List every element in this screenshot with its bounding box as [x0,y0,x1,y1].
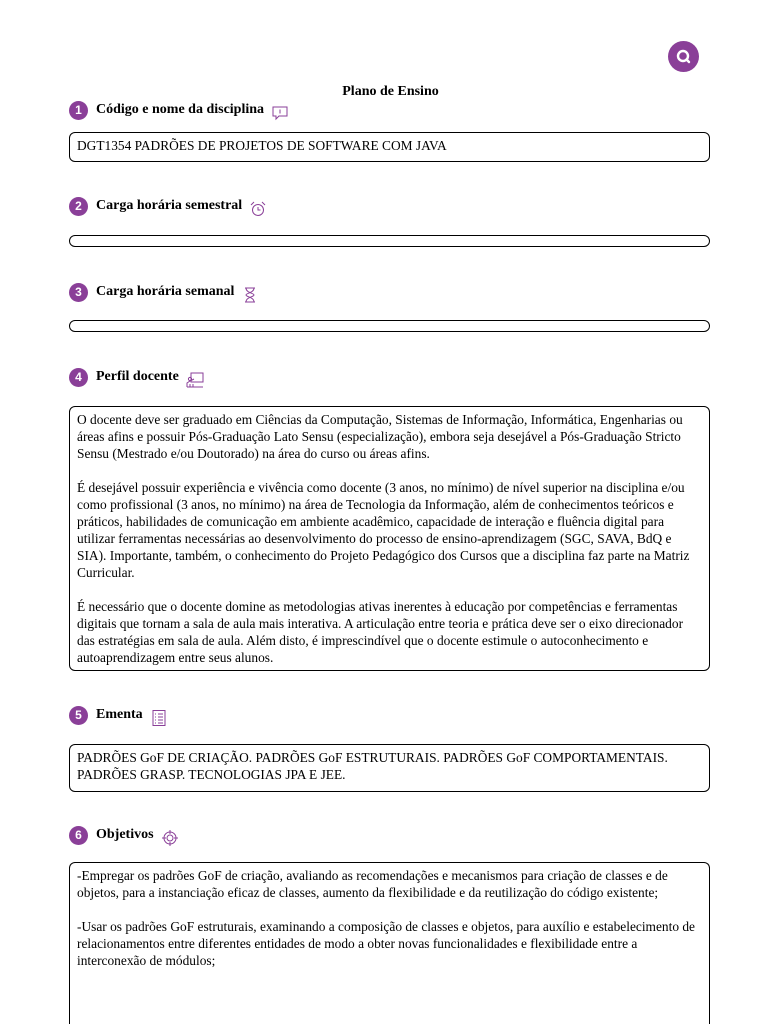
section-title: Ementa [96,707,143,722]
comment-icon [271,104,289,122]
section-title: Objetivos [96,827,154,842]
section-number: 5 [69,706,88,725]
section-title: Carga horária semanal [96,284,235,299]
syllabus-text: PADRÕES GoF DE CRIAÇÃO. PADRÕES GoF ESTRUTURAIS. PADRÕES GoF COMPORTAMENTAIS. PADRÕES GRASP. TECNOLOGIAS JPA E JEE. [77,750,668,782]
target-icon [161,829,179,847]
section-5-header [69,705,168,725]
section-6-header [69,825,179,845]
section-number: 4 [69,368,88,387]
section-2-content [69,235,710,247]
section-number: 1 [69,101,88,120]
section-3-header [69,282,259,302]
section-1-content [69,132,710,162]
section-number: 2 [69,197,88,216]
checklist-icon [150,709,168,727]
section-number: 3 [69,283,88,302]
section-title: Código e nome da disciplina [96,102,265,117]
section-1-header [69,100,289,120]
section-6-content [69,862,710,1024]
section-5-content [69,744,710,792]
hourglass-icon [241,286,259,304]
teacher-board-icon [186,371,204,389]
course-code-name: DGT1354 PADRÕES DE PROJETOS DE SOFTWARE COM JAVA [77,138,447,153]
section-4-content [69,406,710,671]
section-3-content [69,320,710,332]
document-title: Plano de Ensino [342,84,439,99]
alarm-clock-icon [249,200,267,218]
paragraph: O docente deve ser graduado em Ciências da Computação, Sistemas de Informação, Informática, Engenharias ou áreas afins e possuir Pós-Graduação Lato Sensu (especialização), embora seja desejável a Pós-Graduação Stricto Sensu (Mestrado e/ou Doutorado) na área do curso ou áreas afins. [77,412,683,461]
brand-logo [668,41,699,72]
section-title: Perfil docente [96,369,179,384]
section-4-header [69,367,204,387]
paragraph: É necessário que o docente domine as metodologias ativas inerentes à educação por competências e ferramentas digitais que tornam a sala de aula mais interativa. A articulação entre teoria e prática deve ser o eixo direcionador das estratégias em sala de aula. Além disto, é imprescindível que o docente estimule o autoconhecimento e autoaprendizagem entre seus alunos. [77,599,684,665]
section-2-header [69,196,267,216]
section-title: Carga horária semestral [96,198,243,213]
section-number: 6 [69,826,88,845]
paragraph: -Empregar os padrões GoF de criação, avaliando as recomendações e mecanismos para criação de classes e de objetos, para a instanciação eficaz de classes, aumento da flexibilidade e da reutilização do código existente; [77,868,668,900]
paragraph: -Usar os padrões GoF estruturais, examinando a composição de classes e objetos, para auxílio e estabelecimento de relacionamentos entre diferentes entidades de modo a obter novas funcionalidades e flexibilidade entre a interconexão de módulos; [77,919,696,968]
search-circle-logo-icon [668,41,699,72]
paragraph: É desejável possuir experiência e vivência como docente (3 anos, no mínimo) de nível superior na disciplina e/ou como profissional (3 anos, no mínimo) na área de Tecnologia da Informação, além de conhecimentos teóricos e práticos, habilidades de comunicação em ambiente acadêmico, capacidade de interação e fluência digital para utilizar ferramentas necessárias ao desenvolvimento do processo de ensino-aprendizagem (SGC, SAVA, BdQ e SIA). Importante, também, o conhecimento do Projeto Pedagógico dos Cursos que a disciplina faz parte na Matriz Curricular. [77,480,690,580]
